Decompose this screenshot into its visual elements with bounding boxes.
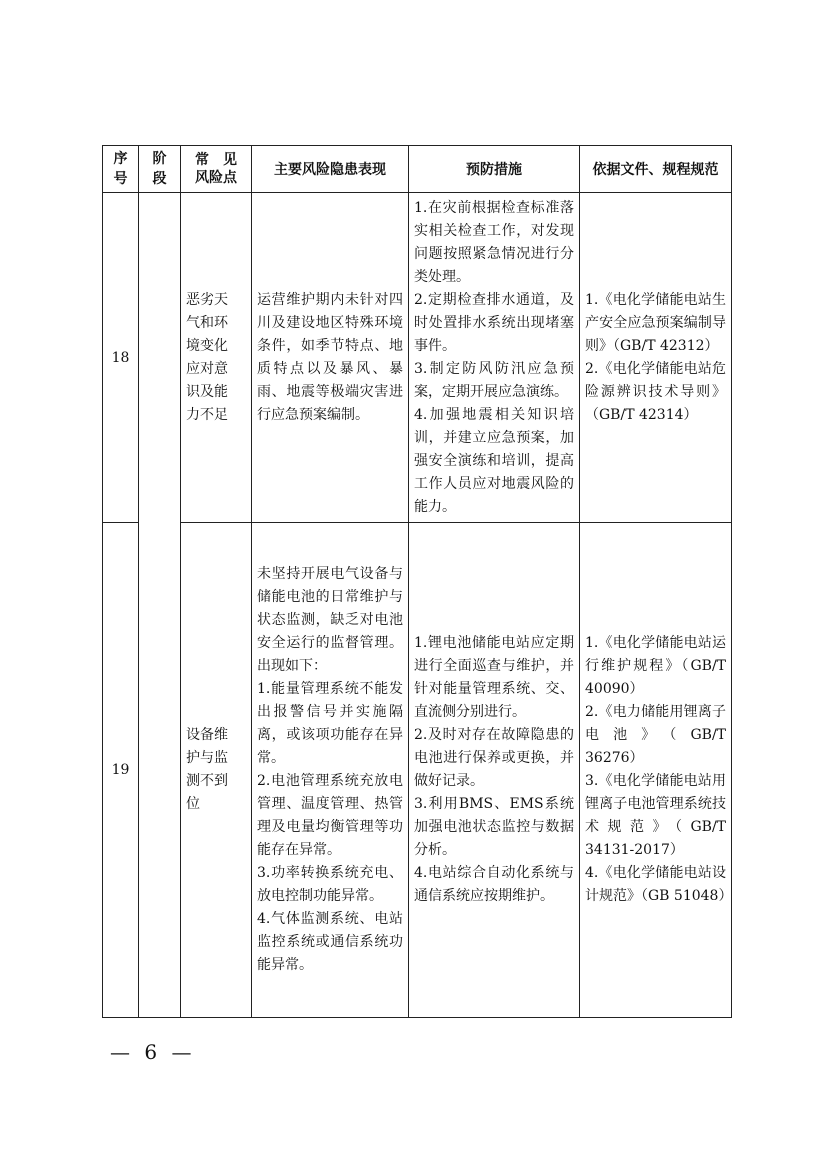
row-stage	[139, 193, 181, 1018]
row-manifestation: 运营维护期内未针对四川及建设地区特殊环境条件，如季节特点、地质特点以及暴风、暴雨、地震等极端灾害进行应急预案编制。	[252, 193, 409, 523]
table-row	[103, 193, 732, 523]
header-prevention: 预防措施	[409, 146, 580, 193]
row-risk-point: 设备维 护与监 测不到 位	[181, 523, 252, 1018]
header-manifestation: 主要风险隐患表现	[252, 146, 409, 193]
row-prevention: 1.在灾前根据检查标准落实相关检查工作，对发现问题按照紧急情况进行分类处理。 2.定期检查排水通道，及时处置排水系统出现堵塞事件。 3.制定防风防汛应急预案，定期开展应急演练。 4.加强地震相关知识培训，并建立应急预案，加强安全演练和培训，提高工作人员应对地震风险的能力。	[409, 193, 580, 523]
table-header-row	[103, 146, 732, 193]
row-risk-point: 恶劣天 气和环 境变化 应对意 识及能 力不足	[181, 193, 252, 523]
header-risk-point: 常 见 风险点	[181, 146, 252, 193]
page-number: — 6 —	[110, 1040, 196, 1064]
risk-table	[102, 145, 732, 1018]
row-basis: 1.《电化学储能电站运行维护规程》（GB/T 40090） 2.《电力储能用锂离子电池》（GB/T 36276） 3.《电化学储能电站用锂离子电池管理系统技术规范》（GB/T 34131-2017） 4.《电化学储能电站设计规范》（GB 51048）	[580, 523, 732, 1018]
header-seq: 序号	[103, 146, 139, 193]
header-stage: 阶段	[139, 146, 181, 193]
table-row	[103, 523, 732, 1018]
header-basis: 依据文件、规程规范	[580, 146, 732, 193]
row-manifestation: 未坚持开展电气设备与储能电池的日常维护与状态监测，缺乏对电池安全运行的监督管理。出现如下： 1.能量管理系统不能发出报警信号并实施隔离，或该项功能存在异常。 2.电池管理系统充放电管理、温度管理、热管理及电量均衡管理等功能存在异常。 3.功率转换系统充电、放电控制功能异常。 4.气体监测系统、电站监控系统或通信系统功能异常。	[252, 523, 409, 1018]
row-basis: 1.《电化学储能电站生产安全应急预案编制导则》（GB/T 42312） 2.《电化学储能电站危险源辨识技术导则》（GB/T 42314）	[580, 193, 732, 523]
row-prevention: 1.锂电池储能电站应定期进行全面巡查与维护，并针对能量管理系统、交、直流侧分别进行。 2.及时对存在故障隐患的电池进行保养或更换，并做好记录。 3.利用BMS、EMS系统加强电池状态监控与数据分析。 4.电站综合自动化系统与通信系统应按期维护。	[409, 523, 580, 1018]
row-seq: 18	[103, 193, 139, 523]
row-seq: 19	[103, 523, 139, 1018]
